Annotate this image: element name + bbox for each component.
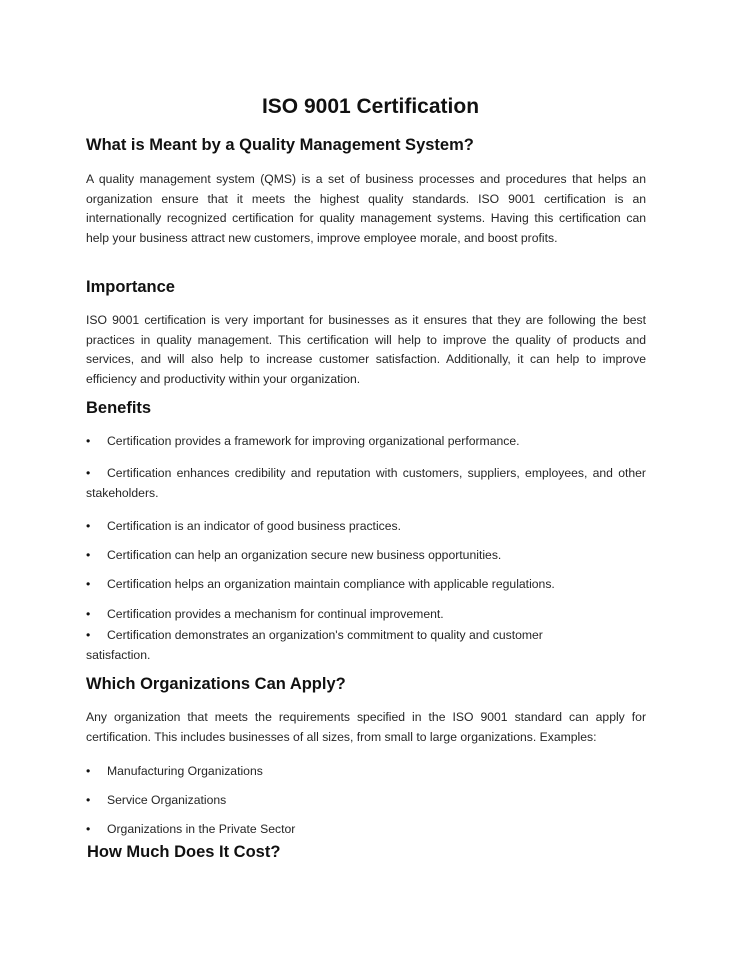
organization-text: Organizations in the Private Sector [107,822,296,836]
benefit-list-item [86,545,646,565]
paragraph-qms: A quality management system (QMS) is a set of business processes and procedures that helps an organization ensure that it meets the highest quality standards. ISO 9001 certification is an internationally recognized certification for quality management systems. Having this certification can help your business attract new customers, improve employee morale, and boost profits. [86,172,646,245]
organization-list-item [86,819,646,839]
heading-cost: How Much Does It Cost? [87,843,281,861]
paragraph-importance: ISO 9001 certification is very important for businesses as it ensures that they are following the best practices in quality management. This certification will help to improve the quality of products and services, and will also help to increase customer satisfaction. Additionally, it can help to improve efficiency and productivity within your organization. [86,313,646,386]
heading-qms: What is Meant by a Quality Management System? [86,136,474,154]
bullet-icon: • [86,548,91,562]
benefit-text: Certification is an indicator of good business practices. [107,519,402,533]
heading-importance: Importance [86,278,175,296]
paragraph-who-can-apply: Any organization that meets the requirements specified in the ISO 9001 standard can apply for certification. This includes businesses of all sizes, from small to large organizations. Examples: [86,710,646,744]
heading-benefits: Benefits [86,399,152,417]
benefit-text: Certification enhances credibility and reputation with customers, suppliers, employees, and other stakeholders. [86,466,646,500]
organization-text: Service Organizations [107,793,227,807]
bullet-icon: • [86,434,91,448]
benefit-text: Certification provides a framework for improving organizational performance. [107,434,520,448]
organization-list-item [86,790,646,810]
bullet-icon: • [86,764,91,778]
benefit-text: Certification demonstrates an organization's commitment to quality and customer satisfaction. [86,628,543,662]
organization-list-item [86,761,646,781]
bullet-icon: • [86,607,91,621]
bullet-icon: • [86,519,91,533]
benefit-list-item [86,574,646,594]
benefit-list-item [86,463,646,503]
bullet-icon: • [86,793,91,807]
bullet-icon: • [86,577,91,591]
benefit-text: Certification helps an organization maintain compliance with applicable regulations. [107,577,555,591]
benefit-list-item [86,516,646,536]
benefit-list-item [86,431,646,451]
bullet-icon: • [86,466,91,480]
benefit-list-item [86,604,646,624]
organization-text: Manufacturing Organizations [107,764,263,778]
benefit-list-item [86,625,596,665]
bullet-icon: • [86,628,91,642]
document-title: ISO 9001 Certification [261,95,480,118]
benefit-text: Certification can help an organization secure new business opportunities. [107,548,502,562]
heading-who-can-apply: Which Organizations Can Apply? [86,675,346,693]
benefit-text: Certification provides a mechanism for continual improvement. [107,607,444,621]
bullet-icon: • [86,822,91,836]
